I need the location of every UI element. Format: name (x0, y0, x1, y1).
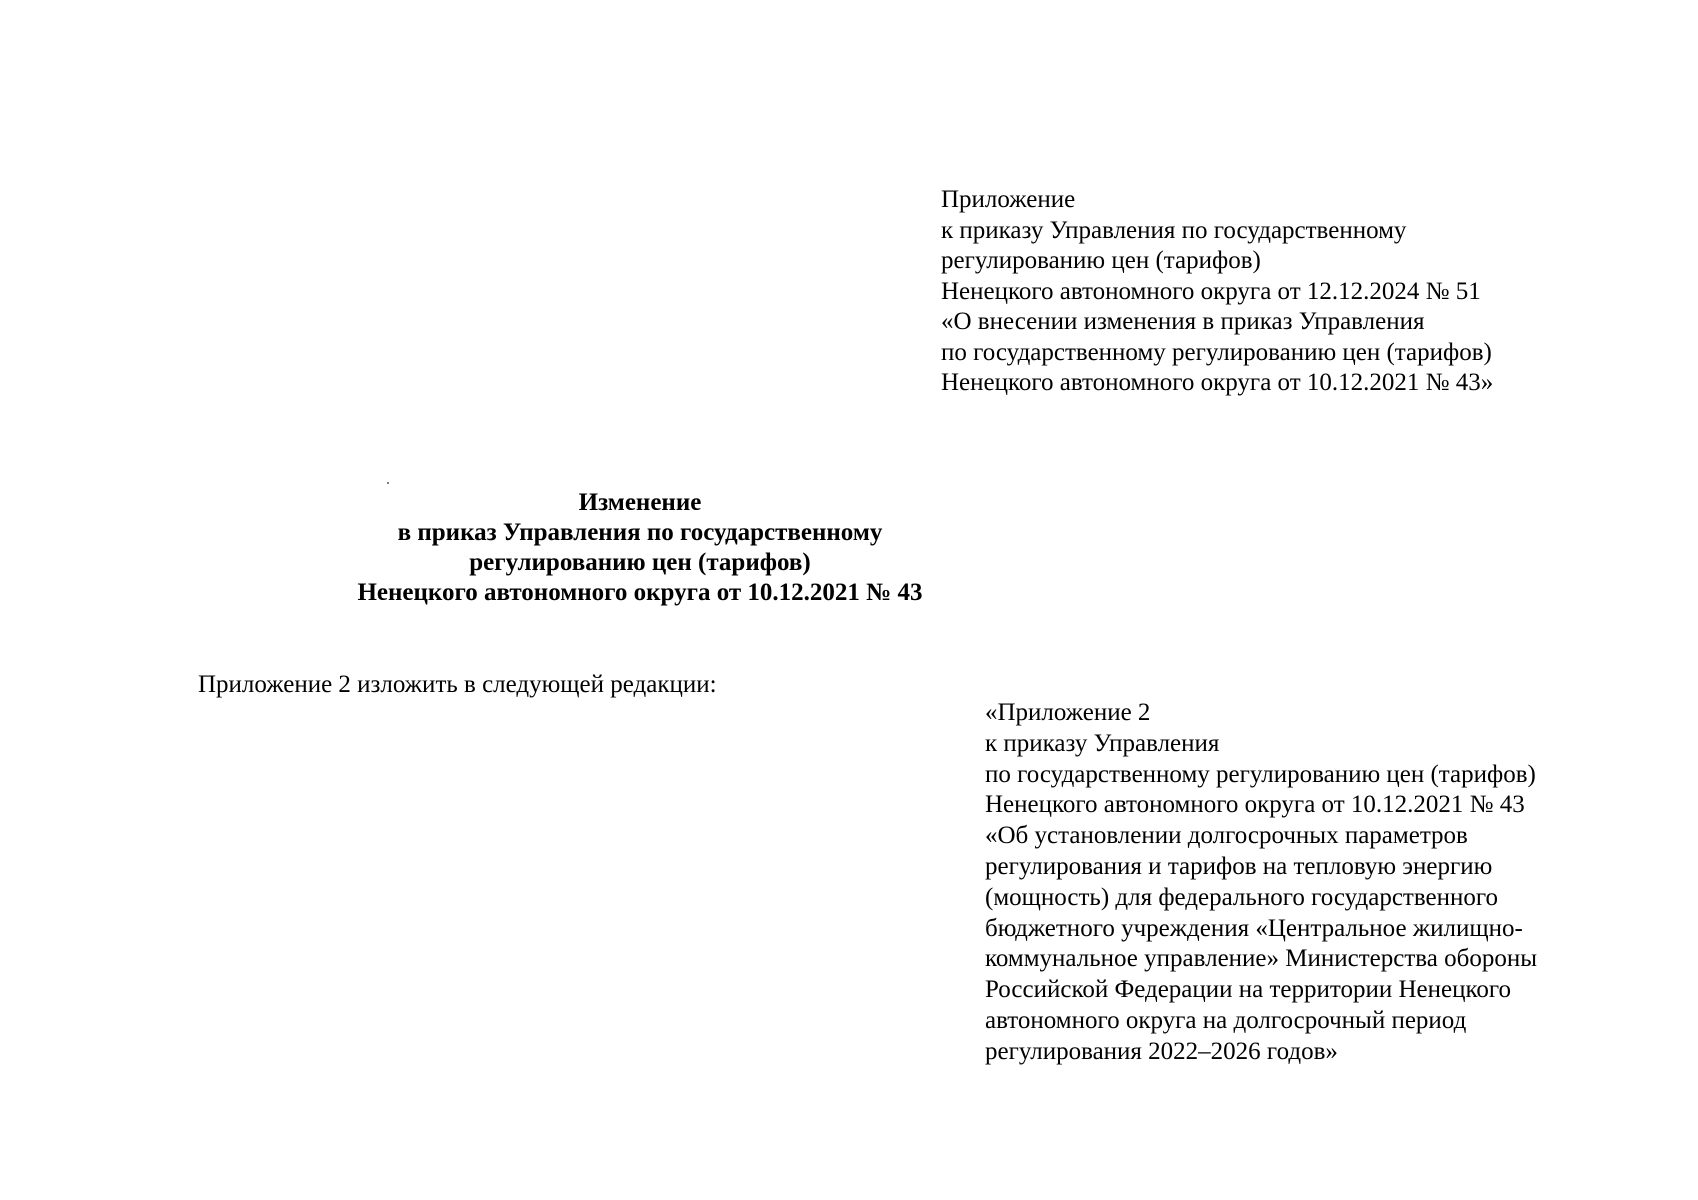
appendix-header-line: регулированию цен (тарифов) (941, 247, 1261, 274)
title-line: Ненецкого автономного округа от 10.12.2021 № 43 (357, 579, 923, 606)
title-line: в приказ Управления по государственному (397, 519, 883, 546)
quoted-appendix-line: (мощность) для федерального государственного (985, 883, 1499, 911)
document-title (0, 488, 1280, 608)
instruction-paragraph (198, 670, 717, 701)
quoted-appendix-line: по государственному регулированию цен (тарифов) (985, 760, 1536, 788)
appendix-header (941, 185, 1493, 399)
appendix-header-line: «О внесении изменения в приказ Управления (941, 308, 1425, 335)
quoted-appendix-line: регулирования 2022–2026 годов» (985, 1037, 1338, 1065)
appendix-header-line: Ненецкого автономного округа от 10.12.2021 № 43» (941, 369, 1494, 396)
quoted-appendix-line: автономного округа на долгосрочный период (985, 1006, 1467, 1034)
appendix-header-line: Приложение (941, 186, 1076, 213)
quoted-appendix-line: регулирования и тарифов на тепловую энергию (985, 852, 1493, 880)
quoted-appendix-line: бюджетного учреждения «Центральное жилищно- (985, 914, 1523, 942)
quoted-appendix-line: «Об установлении долгосрочных параметров (985, 822, 1468, 850)
quoted-appendix-line: коммунальное управление» Министерства обороны (985, 945, 1537, 973)
quoted-appendix-line: «Приложение 2 (985, 699, 1151, 726)
appendix-header-line: Ненецкого автономного округа от 12.12.2024 № 51 (941, 277, 1481, 305)
quoted-appendix-line: Ненецкого автономного округа от 10.12.2021 № 43 (985, 791, 1525, 819)
quoted-appendix-line: к приказу Управления (985, 729, 1220, 757)
appendix-header-line: к приказу Управления по государственному (941, 216, 1407, 244)
scan-speck (387, 482, 389, 484)
title-line: регулированию цен (тарифов) (469, 549, 811, 576)
appendix-header-line: по государственному регулированию цен (тарифов) (941, 338, 1492, 366)
quoted-appendix-block (985, 698, 1537, 1068)
quoted-appendix-line: Российской Федерации на территории Ненецкого (985, 976, 1512, 1004)
title-line: Изменение (578, 489, 702, 516)
instruction-text: Приложение 2 изложить в следующей редакции: (198, 671, 717, 698)
